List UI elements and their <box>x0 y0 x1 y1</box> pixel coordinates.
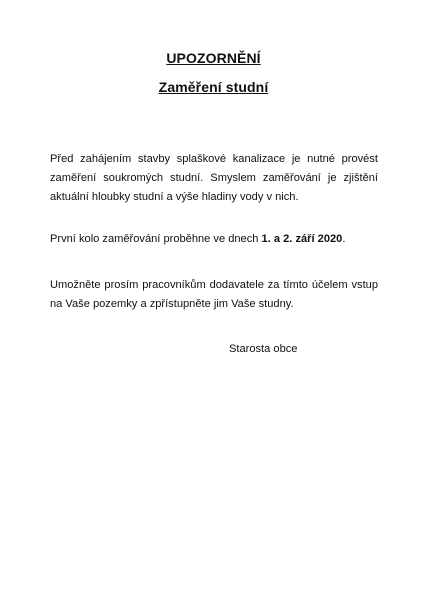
schedule-prefix: První kolo zaměřování proběhne ve dnech <box>50 233 262 245</box>
paragraph-schedule <box>50 230 378 249</box>
notice-heading: UPOZORNĚNÍ <box>166 50 261 66</box>
notice-subheading: Zaměření studní <box>158 79 269 95</box>
signature-line: Starosta obce <box>229 343 298 355</box>
schedule-suffix: . <box>342 233 346 245</box>
paragraph-request: Umožněte prosím pracovníkům dodavatele za tímto účelem vstup na Vaše pozemky a zpřístupněte jim Vaše studny. <box>50 279 378 310</box>
schedule-dates: 1. a 2. září 2020 <box>261 233 343 245</box>
paragraph-purpose: Před zahájením stavby splaškové kanalizace je nutné provést zaměření soukromých studní. Smyslem zaměřování je zjištění aktuální hloubky studní a výše hladiny vody v nich. <box>50 153 378 203</box>
